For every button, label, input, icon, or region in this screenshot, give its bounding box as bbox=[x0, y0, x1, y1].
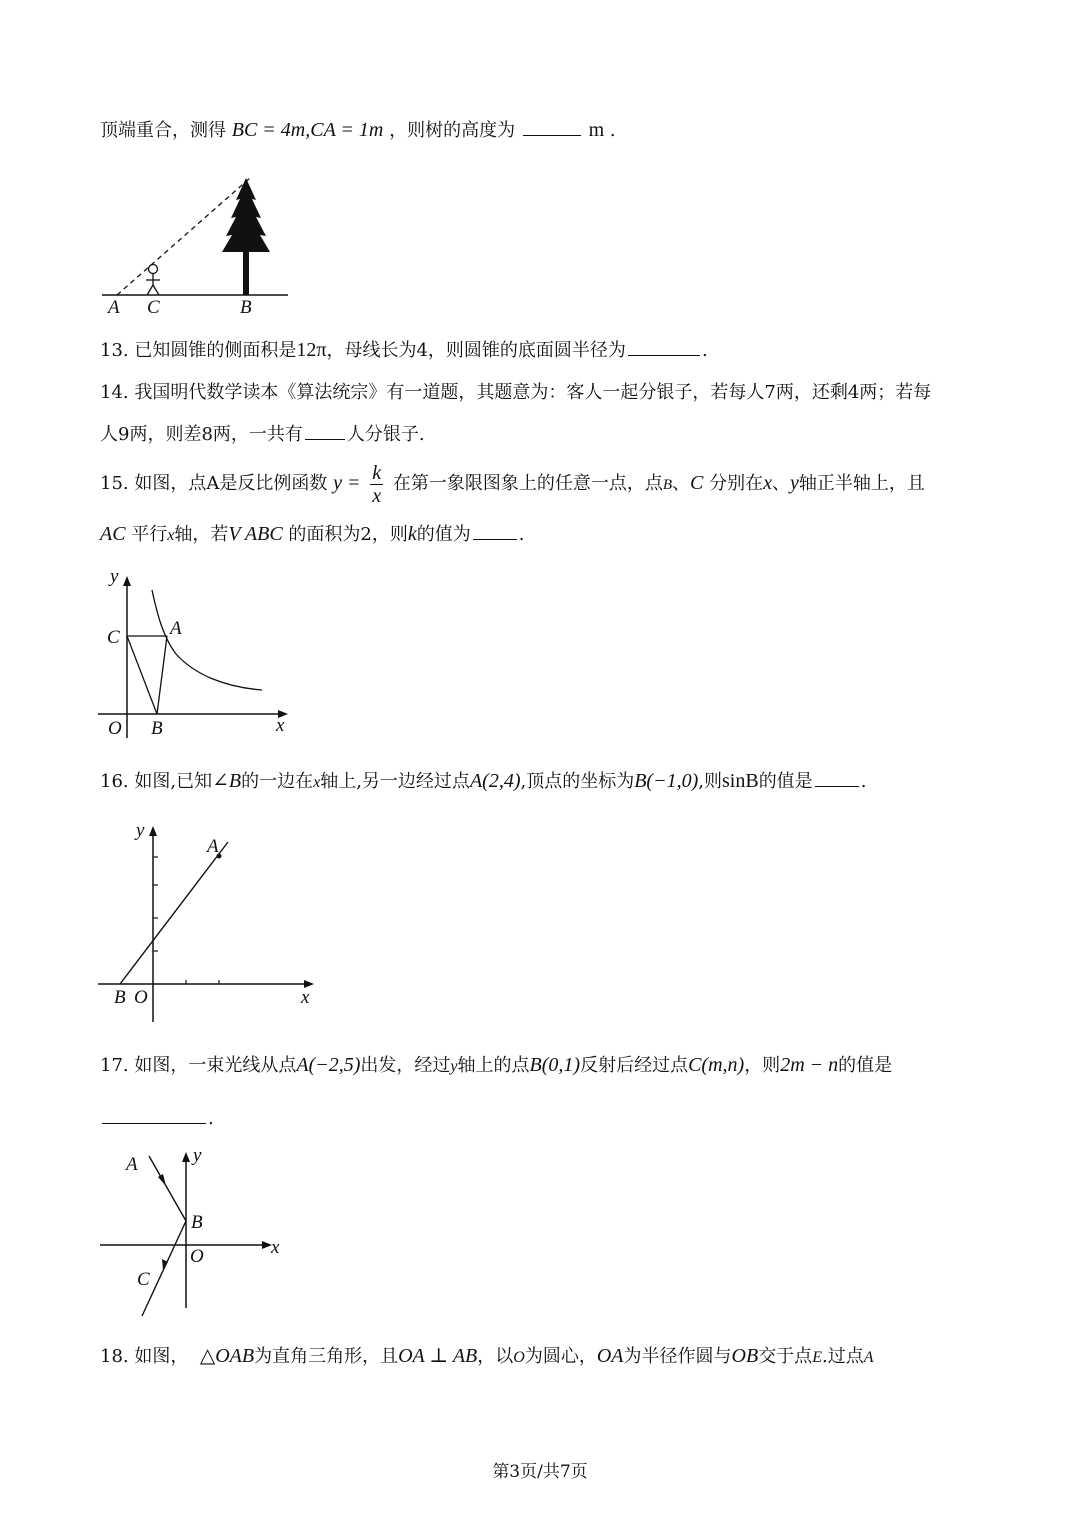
q17-number: 17. bbox=[100, 1055, 129, 1076]
q17-label-x: x bbox=[271, 1237, 280, 1258]
q15-label-c: C bbox=[107, 627, 120, 648]
q17-text2: 出发，经过 bbox=[360, 1055, 451, 1076]
q17-text5: ，则 bbox=[744, 1055, 781, 1076]
q17-answer-blank bbox=[102, 1105, 206, 1124]
q13-number: 13. bbox=[100, 340, 129, 361]
q16-y-arrow-icon bbox=[149, 826, 157, 836]
q18-triangle: △OAB bbox=[199, 1345, 255, 1367]
q15-frac-num: k bbox=[372, 461, 382, 484]
q17-y: y bbox=[450, 1058, 458, 1075]
q15-text2: 在第一象限图象上的任意一点，点 bbox=[392, 473, 663, 494]
q15-sep1: 、 bbox=[672, 473, 691, 494]
q13-text1: 已知圆锥的侧面积是 bbox=[134, 340, 297, 361]
q18-text3: ，以 bbox=[477, 1346, 514, 1367]
q17-expr: 2m − n bbox=[780, 1054, 839, 1076]
q12-sight-line bbox=[117, 178, 250, 295]
q17-end: . bbox=[208, 1108, 214, 1129]
q15-label-b: B bbox=[151, 718, 163, 739]
q15-number: 15. bbox=[100, 473, 129, 494]
q15-x: x bbox=[763, 472, 772, 494]
q15-hyperbola bbox=[152, 590, 262, 690]
q18-text7: .过点 bbox=[821, 1346, 864, 1367]
q15-x2: x bbox=[167, 527, 175, 544]
q18-text4: 为圆心， bbox=[524, 1346, 597, 1367]
q15-y-eq: y = bbox=[333, 472, 361, 494]
q16-end: . bbox=[860, 771, 867, 792]
q16-label-b: B bbox=[114, 987, 126, 1008]
q12-prefix: 顶端重合，测得 bbox=[100, 120, 226, 141]
q15-text5: 平行 bbox=[131, 524, 168, 545]
q16-point-b: B(−1,0) bbox=[634, 770, 699, 792]
q16-angle: ∠B bbox=[212, 770, 242, 792]
q15-y: y bbox=[789, 472, 799, 494]
q14-text-line2b: 人分银子. bbox=[346, 424, 425, 445]
q16-answer-blank bbox=[815, 768, 859, 787]
q18-e: E bbox=[812, 1349, 822, 1366]
q15-label-y: y bbox=[110, 566, 119, 587]
q15-y-arrow-icon bbox=[123, 576, 131, 586]
q12-answer-blank bbox=[523, 117, 581, 136]
q13-answer-blank bbox=[628, 337, 700, 356]
q17-incident-ray bbox=[149, 1156, 186, 1221]
q16-line bbox=[100, 768, 866, 796]
q16-point-a: A(2,4) bbox=[469, 770, 521, 792]
q17-point-b: B(0,1) bbox=[529, 1054, 581, 1076]
q17-point-a: A(−2,5) bbox=[296, 1054, 361, 1076]
q14-text-line1: 我国明代数学读本《算法统宗》有一道题，其题意为：客人一起分银子，若每人7两，还剩4两；若每 bbox=[134, 382, 932, 403]
q17-label-a: A bbox=[126, 1154, 138, 1175]
q15-text4: 轴正半轴上，且 bbox=[798, 473, 925, 494]
q17-line1 bbox=[100, 1052, 892, 1080]
q16-text1: 如图,已知 bbox=[134, 771, 213, 792]
q12-end: . bbox=[609, 120, 616, 141]
q12-unit: m bbox=[588, 119, 605, 141]
q16-x: x bbox=[313, 774, 321, 791]
q15-sep2: 、 bbox=[771, 473, 790, 494]
q15-segment-cb bbox=[127, 636, 157, 714]
q15-triangle: V ABC bbox=[228, 523, 283, 545]
q15-end: . bbox=[518, 524, 525, 545]
q16-label-y: y bbox=[136, 820, 145, 841]
q17-label-b: B bbox=[191, 1212, 203, 1233]
q16-text2: 的一边在 bbox=[241, 771, 314, 792]
q18-a: A bbox=[863, 1349, 874, 1366]
q17-text3: 轴上的点 bbox=[457, 1055, 530, 1076]
q18-oa: OA bbox=[596, 1345, 624, 1367]
q15-line2 bbox=[100, 521, 525, 549]
q15-label-o: O bbox=[108, 718, 122, 739]
q16-text6: 的值是 bbox=[758, 771, 813, 792]
q17-line2 bbox=[100, 1105, 214, 1132]
q16-number: 16. bbox=[100, 771, 129, 792]
q15-text6: 轴，若 bbox=[174, 524, 229, 545]
q18-perp: OA ⊥ AB bbox=[398, 1345, 478, 1367]
q13-area: 12π bbox=[296, 339, 327, 361]
q18-o: O bbox=[513, 1349, 525, 1366]
q14-number: 14. bbox=[100, 382, 129, 403]
q16-text4: ,顶点的坐标为 bbox=[520, 771, 635, 792]
q14-line1 bbox=[100, 380, 931, 406]
q12-label-a: A bbox=[108, 297, 120, 318]
q16-label-a: A bbox=[207, 836, 219, 857]
q15-k: k bbox=[407, 523, 417, 545]
q15-segment-ab bbox=[157, 636, 167, 714]
q12-line bbox=[100, 117, 616, 144]
q15-ac: AC bbox=[100, 523, 126, 545]
q16-label-o: O bbox=[134, 987, 148, 1008]
page-footer: 第3页/共7页 bbox=[492, 1462, 588, 1482]
q14-text-line2a: 人9两，则差8两，一共有 bbox=[100, 424, 303, 445]
q17-label-y: y bbox=[193, 1145, 202, 1166]
q17-text1: 如图，一束光线从点 bbox=[134, 1055, 297, 1076]
q13-text2: ，母线长为4，则圆锥的底面圆半径为 bbox=[326, 340, 626, 361]
q16-sin: sinB bbox=[722, 770, 759, 792]
q12-tree-icon bbox=[222, 178, 270, 295]
q17-label-o: O bbox=[190, 1246, 204, 1267]
q15-text1: 如图，点A是反比例函数 bbox=[134, 473, 328, 494]
q15-text8: 的值为 bbox=[416, 524, 471, 545]
q15-text3: 分别在 bbox=[709, 473, 764, 494]
q15-line1 bbox=[100, 458, 925, 510]
q17-point-c: C(m,n) bbox=[688, 1054, 745, 1076]
q17-incident-arrow-icon bbox=[158, 1174, 166, 1186]
q18-text1: 如图， bbox=[134, 1346, 189, 1367]
q12-equation: BC = 4m,CA = 1m bbox=[231, 119, 384, 141]
q12-mid: ，则树的高度为 bbox=[389, 120, 516, 141]
q15-answer-blank bbox=[473, 521, 517, 540]
q12-label-c: C bbox=[147, 297, 160, 318]
q17-text4: 反射后经过点 bbox=[580, 1055, 689, 1076]
q18-text6: 交于点 bbox=[758, 1346, 813, 1367]
q13-line bbox=[100, 337, 708, 364]
q16-text5: ,则 bbox=[698, 771, 722, 792]
q12-label-b: B bbox=[240, 297, 252, 318]
q14-line2 bbox=[100, 421, 425, 448]
q13-end: . bbox=[701, 340, 708, 361]
q15-point-b: B bbox=[662, 477, 673, 493]
q18-line bbox=[100, 1343, 873, 1371]
q15-fraction bbox=[370, 462, 383, 507]
q16-ticks bbox=[153, 857, 219, 984]
q17-y-arrow-icon bbox=[182, 1152, 190, 1162]
q12-person-icon bbox=[146, 265, 160, 296]
q16-label-x: x bbox=[301, 987, 310, 1008]
q18-text5: 为半径作圆与 bbox=[623, 1346, 732, 1367]
q18-ob: OB bbox=[731, 1345, 759, 1367]
q16-ray-ba bbox=[120, 842, 228, 984]
q15-text7: 的面积为2，则 bbox=[288, 524, 408, 545]
q16-text3: 轴上,另一边经过点 bbox=[320, 771, 470, 792]
q15-label-x: x bbox=[276, 715, 285, 736]
q15-frac-den: x bbox=[372, 484, 382, 507]
q17-text6: 的值是 bbox=[838, 1055, 893, 1076]
q18-text2: 为直角三角形，且 bbox=[254, 1346, 399, 1367]
q18-number: 18. bbox=[100, 1346, 129, 1367]
q15-point-c: C bbox=[690, 472, 704, 494]
q17-label-c: C bbox=[137, 1269, 150, 1290]
q14-answer-blank bbox=[305, 421, 345, 440]
q15-label-a: A bbox=[170, 618, 182, 639]
